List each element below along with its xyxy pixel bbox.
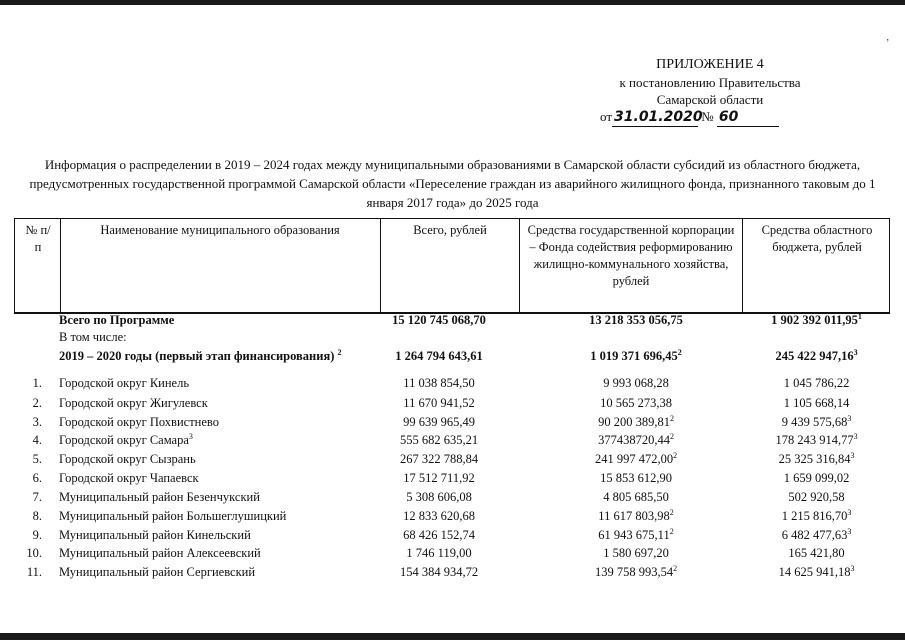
table-row xyxy=(14,526,890,545)
row-fund: 1 580 697,20 xyxy=(603,546,669,560)
row-total: 68 426 152,74 xyxy=(403,528,475,542)
number-label: № xyxy=(701,109,714,124)
including-label: В том числе: xyxy=(59,330,127,344)
header-total: Всего, рублей xyxy=(413,223,487,237)
row-name: Городской округ Похвистнево xyxy=(59,415,219,429)
row-fund: 241 997 472,00$^2$ xyxy=(594,450,678,466)
row-number: 5. xyxy=(32,452,42,466)
stage-total: 1 264 794 643,61 xyxy=(395,349,483,363)
stage-regional: 245 422 947,16$^3$ xyxy=(775,347,858,363)
stage-row xyxy=(14,347,890,366)
row-total: 154 384 934,72 xyxy=(399,565,479,579)
table-row xyxy=(14,488,890,507)
row-total: 1 746 119,00 xyxy=(406,546,472,560)
row-regional: 9 439 575,68$^3$ xyxy=(781,413,852,429)
scan-top-border xyxy=(0,0,905,5)
row-fund: 9 993 068,28 xyxy=(603,376,669,390)
appendix-title: ПРИЛОЖЕНИЕ 4 xyxy=(656,57,764,72)
scan-speck: ʼ xyxy=(886,38,890,49)
table-row xyxy=(14,374,890,393)
table-row xyxy=(14,394,890,413)
header-name: Наименование муниципального образования xyxy=(100,223,340,237)
header-num: № п/п xyxy=(25,223,51,254)
row-number: 2. xyxy=(32,396,42,410)
total-label: Всего по Программе xyxy=(59,313,175,327)
row-regional: 14 625 941,18$^3$ xyxy=(778,563,855,579)
row-regional: 1 215 816,70$^3$ xyxy=(781,507,852,523)
row-number: 11. xyxy=(26,565,42,579)
row-name: Муниципальный район Сергиевский xyxy=(59,565,256,579)
column-divider xyxy=(380,219,381,312)
row-total: 11 038 854,50 xyxy=(403,376,475,390)
row-total: 12 833 620,68 xyxy=(403,509,475,523)
column-divider xyxy=(60,219,61,312)
row-number: 3. xyxy=(32,415,42,429)
row-fund: 61 943 675,11$^2$ xyxy=(598,526,674,542)
header-fund: Средства государственной корпорации – Фонда содействия реформированию жилищно-коммунального хозяйства, рублей xyxy=(527,223,735,288)
row-regional: 178 243 914,77$^3$ xyxy=(775,431,858,447)
row-total: 17 512 711,92 xyxy=(403,471,475,485)
appendix-decree-line: к постановлению Правительства xyxy=(619,75,801,90)
table-header xyxy=(14,218,890,313)
row-regional: 1 045 786,22 xyxy=(783,376,850,390)
row-name: Городской округ Самара$^3$ xyxy=(59,431,193,447)
table-row xyxy=(14,469,890,488)
stage-fund: 1 019 371 696,45$^2$ xyxy=(590,347,682,363)
row-fund: 11 617 803,98$^2$ xyxy=(598,507,674,523)
row-name: Городской округ Чапаевск xyxy=(59,471,199,485)
row-name: Городской округ Сызрань xyxy=(59,452,196,466)
total-regional: 1 902 392 011,95$^1$ xyxy=(771,311,862,327)
table-row xyxy=(14,507,890,526)
column-divider xyxy=(742,219,743,312)
document-title: Информация о распределении в 2019 – 2024 годах между муниципальными образованиями в Самарской области субсидий из областного бюджета, предусмотренных государственной программой Самарской области «Переселение граждан из аварийного жилищного фонда, признанного таковым до 1 января 2017 года» до 2025 года xyxy=(29,157,876,210)
row-total: 555 682 635,21 xyxy=(399,433,479,447)
header-regional: Средства областного бюджета, рублей xyxy=(761,223,873,254)
row-regional: 25 325 316,84$^3$ xyxy=(778,450,855,466)
row-number: 6. xyxy=(32,471,42,485)
row-fund: 139 758 993,54$^2$ xyxy=(594,563,678,579)
row-total: 5 308 606,08 xyxy=(406,490,472,504)
row-regional: 1 105 668,14 xyxy=(783,396,850,410)
row-number: 1. xyxy=(32,376,42,390)
row-total: 99 639 965,49 xyxy=(403,415,475,429)
stage-label: 2019 – 2020 годы (первый этап финансирования) $^2$ xyxy=(59,347,342,363)
row-fund: 90 200 389,81$^2$ xyxy=(598,413,674,429)
row-regional: 1 659 099,02 xyxy=(783,471,850,485)
row-name: Муниципальный район Безенчукский xyxy=(59,490,260,504)
row-number: 4. xyxy=(32,433,42,447)
row-fund: 4 805 685,50 xyxy=(603,490,669,504)
row-name: Муниципальный район Большеглушицкий xyxy=(59,509,287,523)
total-fund: 13 218 353 056,75 xyxy=(589,313,683,327)
row-total: 267 322 788,84 xyxy=(399,452,479,466)
row-regional: 165 421,80 xyxy=(788,546,845,560)
date-prefix: от xyxy=(600,109,613,124)
table-row xyxy=(14,413,890,432)
including-row xyxy=(14,328,890,347)
row-fund: 10 565 273,38 xyxy=(600,396,672,410)
row-name: Муниципальный район Алексеевский xyxy=(59,546,261,560)
total-all: 15 120 745 068,70 xyxy=(392,313,486,327)
row-name: Городской округ Кинель xyxy=(59,376,190,390)
row-number: 7. xyxy=(32,490,42,504)
scan-bottom-border xyxy=(0,633,905,640)
appendix-region-line: Самарской области xyxy=(656,92,764,107)
table-row xyxy=(14,431,890,450)
row-regional: 6 482 477,63$^3$ xyxy=(781,526,852,542)
handwritten-date: 31.01.2020 xyxy=(614,109,703,125)
row-fund: 377438720,44$^2$ xyxy=(598,431,674,447)
handwritten-number: 60 xyxy=(717,109,779,127)
row-number: 9. xyxy=(32,528,42,542)
row-regional: 502 920,58 xyxy=(788,490,845,504)
row-number: 10. xyxy=(26,546,42,560)
row-name: Муниципальный район Кинельский xyxy=(59,528,251,542)
table-row xyxy=(14,544,890,563)
row-total: 11 670 941,52 xyxy=(403,396,475,410)
row-fund: 15 853 612,90 xyxy=(600,471,672,485)
table-row xyxy=(14,450,890,469)
appendix-date-line xyxy=(600,108,779,127)
table-row xyxy=(14,563,890,582)
row-number: 8. xyxy=(32,509,42,523)
column-divider xyxy=(519,219,520,312)
row-name: Городской округ Жигулевск xyxy=(59,396,208,410)
